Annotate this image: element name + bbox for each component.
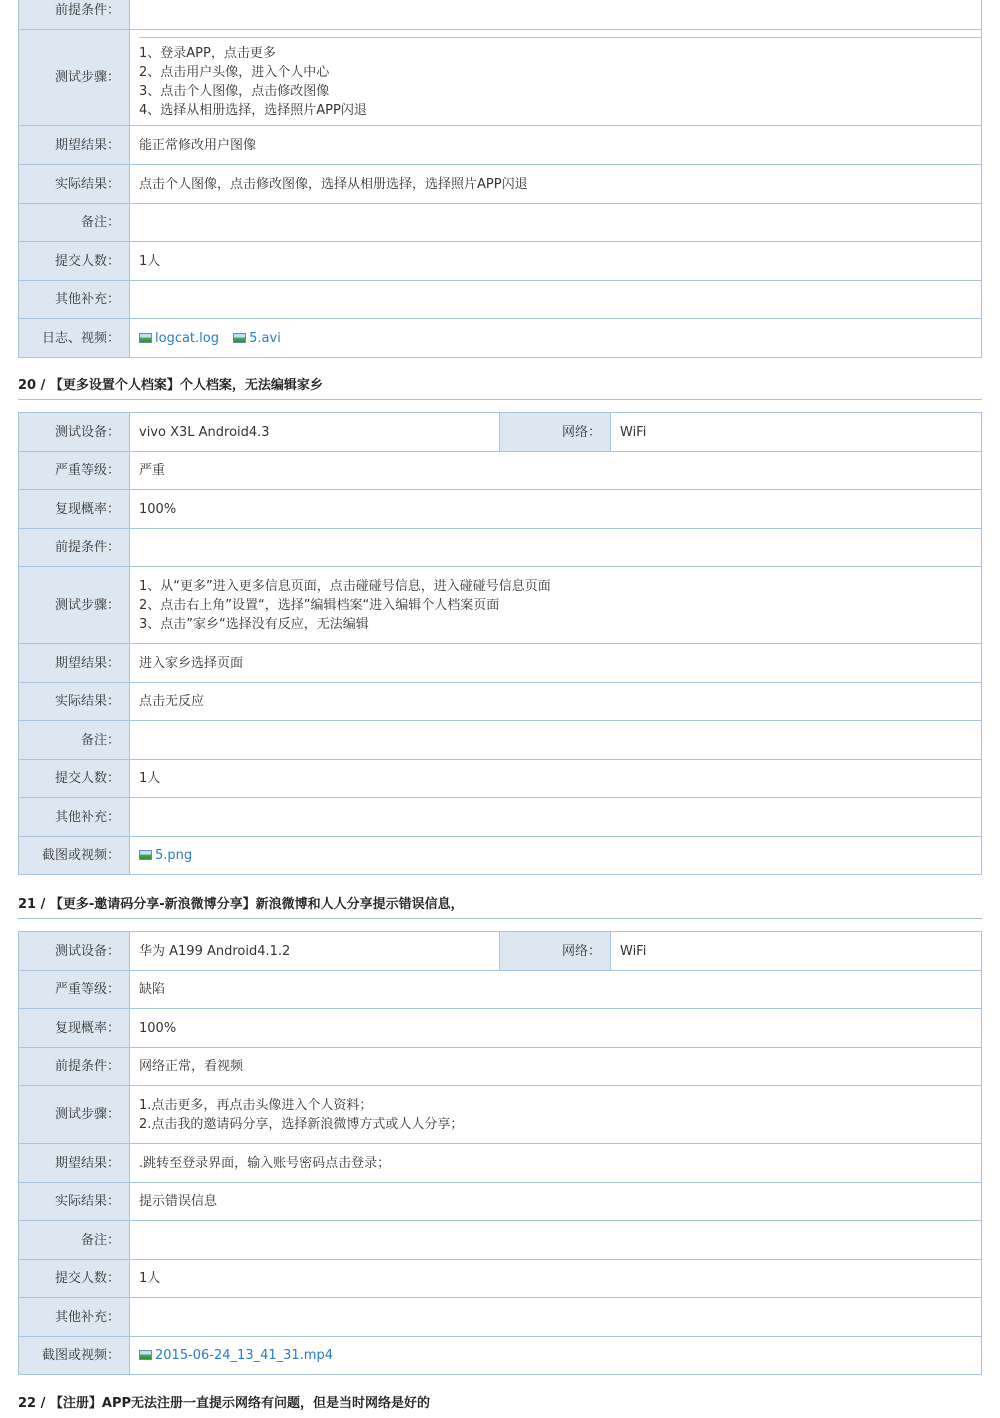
step-3: 3、点击”家乡“选择没有反应，无法编辑 bbox=[139, 616, 369, 632]
severity-value: 缺陷 bbox=[130, 971, 982, 1009]
step-2: 2、点击用户头像，进入个人中心 bbox=[139, 65, 330, 80]
attachments-label: 日志、视频： bbox=[19, 319, 130, 358]
image-file-icon bbox=[139, 333, 152, 343]
reproduce-label: 复现概率： bbox=[19, 490, 130, 529]
bug-20-title: 20 / 【更多设置个人档案】个人档案，无法编辑家乡 bbox=[18, 376, 982, 400]
actual-value: 提示错误信息 bbox=[130, 1183, 982, 1221]
attachments-label: 截图或视频： bbox=[19, 1337, 130, 1375]
steps-label: 测试步骤： bbox=[19, 30, 130, 126]
expected-value: 进入家乡选择页面 bbox=[130, 644, 982, 683]
attachment-link[interactable] bbox=[139, 1348, 333, 1363]
submitters-label: 提交人数： bbox=[19, 1260, 130, 1298]
submitters-value: 1人 bbox=[130, 242, 982, 281]
actual-label: 实际结果： bbox=[19, 683, 130, 721]
other-label: 其他补充： bbox=[19, 281, 130, 319]
network-value: WiFi bbox=[611, 413, 982, 452]
expected-value: .跳转至登录界面，输入账号密码点击登录； bbox=[130, 1144, 982, 1183]
image-file-icon bbox=[233, 333, 246, 343]
attachments-value bbox=[130, 1337, 982, 1375]
other-label: 其他补充： bbox=[19, 798, 130, 837]
image-file-icon bbox=[139, 1350, 152, 1360]
expected-label: 期望结果： bbox=[19, 644, 130, 683]
other-label: 其他补充： bbox=[19, 1298, 130, 1337]
precondition-value bbox=[130, 529, 982, 567]
submitters-value: 1人 bbox=[130, 760, 982, 798]
device-value: 华为 A199 Android4.1.2 bbox=[130, 932, 500, 971]
reproduce-label: 复现概率： bbox=[19, 1009, 130, 1048]
remark-value bbox=[130, 721, 982, 760]
step-2: 2.点击我的邀请码分享，选择新浪微博方式或人人分享； bbox=[139, 1116, 464, 1132]
step-4: 4、选择从相册选择，选择照片APP闪退 bbox=[139, 103, 367, 118]
actual-label: 实际结果： bbox=[19, 165, 130, 204]
remark-label: 备注： bbox=[19, 204, 130, 242]
severity-label: 严重等级： bbox=[19, 971, 130, 1009]
step-1: 1、登录APP，点击更多 bbox=[139, 46, 276, 61]
submitters-value: 1人 bbox=[130, 1260, 982, 1298]
actual-value: 点击无反应 bbox=[130, 683, 982, 721]
attachment-name: 5.avi bbox=[249, 330, 281, 346]
bug-21-table bbox=[18, 931, 982, 1375]
severity-value: 严重 bbox=[130, 452, 982, 490]
attachment-link[interactable] bbox=[233, 331, 281, 346]
remark-label: 备注： bbox=[19, 721, 130, 760]
step-2: 2、点击右上角”设置“，选择”编辑档案“进入编辑个人档案页面 bbox=[139, 597, 500, 613]
precondition-label: 前提条件： bbox=[19, 0, 130, 30]
actual-label: 实际结果： bbox=[19, 1183, 130, 1221]
steps-value bbox=[130, 1086, 982, 1144]
network-value: WiFi bbox=[611, 932, 982, 971]
other-value bbox=[130, 281, 982, 319]
device-label: 测试设备： bbox=[19, 932, 130, 971]
precondition-label: 前提条件： bbox=[19, 1048, 130, 1086]
remark-label: 备注： bbox=[19, 1221, 130, 1260]
remark-value bbox=[130, 1221, 982, 1260]
attachment-link[interactable] bbox=[139, 848, 192, 863]
bug-19-table bbox=[18, 0, 982, 358]
expected-label: 期望结果： bbox=[19, 1144, 130, 1183]
other-value bbox=[130, 798, 982, 837]
attachment-name: 2015-06-24_13_41_31.mp4 bbox=[155, 1348, 333, 1363]
severity-label: 严重等级： bbox=[19, 452, 130, 490]
step-1: 1、从“更多”进入更多信息页面，点击碰碰号信息，进入碰碰号信息页面 bbox=[139, 578, 551, 594]
expected-value: 能正常修改用户图像 bbox=[130, 126, 982, 165]
attachments-value bbox=[130, 837, 982, 875]
steps-value bbox=[130, 567, 982, 644]
actual-value: 点击个人图像，点击修改图像，选择从相册选择，选择照片APP闪退 bbox=[130, 165, 982, 204]
device-label: 测试设备： bbox=[19, 413, 130, 452]
submitters-label: 提交人数： bbox=[19, 760, 130, 798]
attachments-value bbox=[130, 319, 982, 358]
reproduce-value: 100% bbox=[130, 1009, 982, 1048]
network-label: 网络： bbox=[500, 413, 611, 452]
precondition-label: 前提条件： bbox=[19, 529, 130, 567]
submitters-label: 提交人数： bbox=[19, 242, 130, 281]
precondition-value: 网络正常，看视频 bbox=[130, 1048, 982, 1086]
precondition-value bbox=[130, 0, 982, 30]
bug-21-title: 21 / 【更多-邀请码分享-新浪微博分享】新浪微博和人人分享提示错误信息， bbox=[18, 895, 982, 919]
attachment-name: logcat.log bbox=[155, 330, 219, 346]
image-file-icon bbox=[139, 850, 152, 860]
reproduce-value: 100% bbox=[130, 490, 982, 529]
device-value: vivo X3L Android4.3 bbox=[130, 413, 500, 452]
remark-value bbox=[130, 204, 982, 242]
step-1: 1.点击更多，再点击头像进入个人资料； bbox=[139, 1097, 373, 1113]
bug-22-title: 22 / 【注册】APP无法注册一直提示网络有问题，但是当时网络是好的 bbox=[18, 1396, 431, 1411]
attachment-link[interactable] bbox=[139, 331, 219, 346]
steps-label: 测试步骤： bbox=[19, 1086, 130, 1144]
attachment-name: 5.png bbox=[155, 848, 193, 863]
attachments-label: 截图或视频： bbox=[19, 837, 130, 875]
other-value bbox=[130, 1298, 982, 1337]
step-3: 3、点击个人图像，点击修改图像 bbox=[139, 84, 330, 99]
network-label: 网络： bbox=[500, 932, 611, 971]
bug-20-table bbox=[18, 412, 982, 875]
steps-value bbox=[130, 30, 982, 126]
steps-label: 测试步骤： bbox=[19, 567, 130, 644]
expected-label: 期望结果： bbox=[19, 126, 130, 165]
